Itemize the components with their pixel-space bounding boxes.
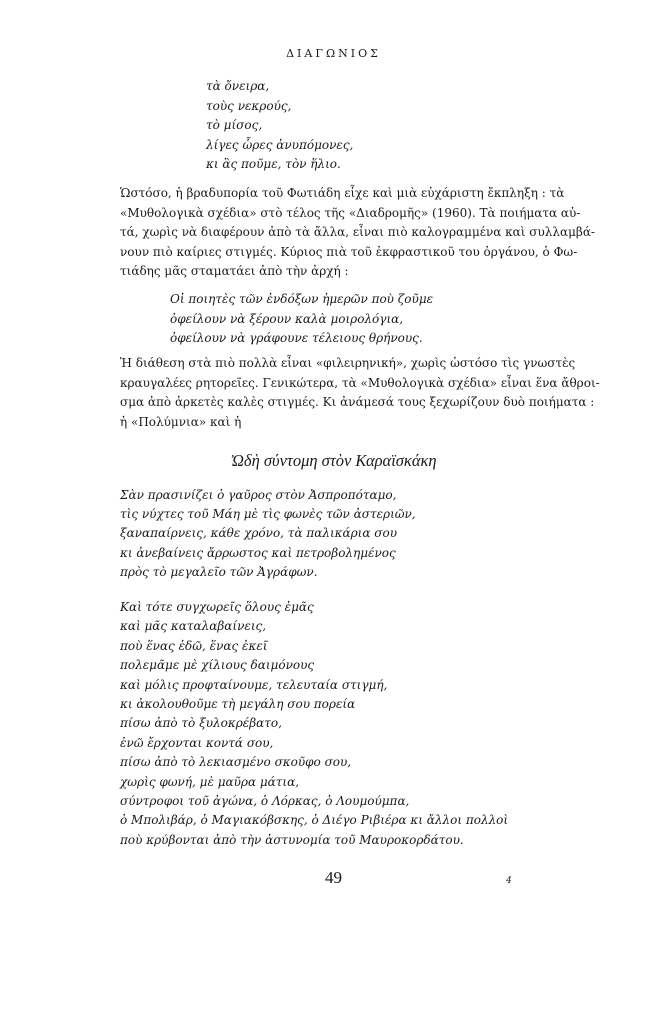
verse-line: ἐνῶ ἔρχονται κοντά σου, [120,735,274,750]
text-line: «Μυθολογικὰ σχέδια» στὸ τέλος τῆς «Διαδρομῆς» (1960). Τὰ ποιήματα αὐ- [120,205,581,220]
verse-line: Σὰν πρασινίζει ὁ γαῦρος στὸν Ἀσπροπόταμο, [120,488,397,502]
text-line: τά, χωρὶς νὰ διαφέρουν ἀπὸ τὰ ἄλλα, εἶναι πιὸ καλογραμμένα καὶ συλλαμβά- [120,225,595,240]
text-line: Ὡστόσο, ἡ βραδυπορία τοῦ Φωτιάδη εἶχε καὶ μιὰ εὐχάριστη ἔκπληξη : τὰ [120,186,565,200]
paragraph-2 [120,354,632,432]
text-line: νουν πιὸ καίριες στιγμές. Κύριος πιὰ τοῦ ἐκφραστικοῦ του ὀργάνου, ὁ Φω- [120,244,578,259]
footer-mark: 4 [506,876,512,886]
verse-line: κι ἀκολουθοῦμε τὴ μεγάλη σου πορεία [120,697,356,712]
verse-line: Καὶ τότε συγχωρεῖς ὅλους ἐμᾶς [120,600,314,614]
verse-line: ποὺ ἕνας ἐδῶ, ἕνας ἐκεῖ [120,638,268,653]
page-number: 49 [325,868,342,887]
verse-line: κι ἃς ποῦμε, τὸν ἥλιο. [206,157,341,172]
running-header: ΔΙΑΓΩΝΙΟΣ [286,47,381,60]
verse-line: καὶ μᾶς καταλαβαίνεις, [120,619,267,634]
verse-line: Οἱ ποιητὲς τῶν ἐνδόξων ἡμερῶν ποὺ ζοῦμε [170,292,434,306]
verse-line: ξαναπαίρνεις, κάθε χρόνο, τὰ παλικάρια σου [120,526,398,541]
verse-line: σύντροφοι τοῦ ἀγώνα, ὁ Λόρκας, ὁ Λουμούμπα, [120,794,410,809]
text-line: ἡ «Πολύμνια» καὶ ἡ [120,414,242,429]
text-line: τιάδης μᾶς σταματάει ἀπὸ τὴν ἀρχή : [120,264,349,279]
verse-line: πίσω ἀπὸ τὸ ξυλοκρέβατο, [120,716,282,731]
verse-line: λίγες ὧρες ἀνυπόμονες, [206,137,354,152]
text-line: κραυγαλέες ρητορεῖες. Γενικώτερα, τὰ «Μυθολογικὰ σχέδια» εἶναι ἕνα ἄθροι- [120,375,600,390]
paragraph-1 [120,184,632,282]
verse-line: ὀφείλουν νὰ ξέρουν καλὰ μοιρολόγια, [170,311,404,326]
verse-line: τὸ μίσος, [206,118,263,133]
poem-excerpt-1 [206,77,353,175]
text-line: σμα ἀπὸ ἀρκετὲς καλὲς στιγμές. Κι ἀνάμεσά τους ξεχωρίζουν δυὸ ποιήματα : [120,395,595,410]
verse-line: πρὸς τὸ μεγαλεῖο τῶν Ἀγράφων. [120,564,318,579]
verse-line: πίσω ἀπὸ τὸ λεκιασμένο σκοῦφο σου, [120,755,352,770]
verse-line: κι ἀνεβαίνεις ἄρρωστος καὶ πετροβολημένος [120,545,396,560]
verse-line: τοὺς νεκρούς, [206,98,292,113]
verse-line: καὶ μόλις προφταίνουμε, τελευταία στιγμή, [120,677,388,692]
verse-line: πολεμᾶμε μὲ χίλιους δαιμόνους [120,658,315,673]
verse-line: χωρὶς φωνή, μὲ μαῦρα μάτια, [120,774,300,789]
poem-title: Ὠδὴ σύντομη στὸν Καραϊσκάκη [230,451,437,470]
stanza-2 [120,598,508,850]
verse-line: ὀφείλουν νὰ γράφουνε τέλειους θρήνους. [170,331,423,346]
verse-line: ὁ Μπολιβάρ, ὁ Μαγιακόβσκης, ὁ Διέγο Ριβιέρα κι ἄλλοι πολλοὶ [120,813,509,828]
stanza-1 [120,486,416,582]
verse-line: τὶς νύχτες τοῦ Μάη μὲ τὶς φωνὲς τῶν ἀστεριῶν, [120,507,416,522]
poem-excerpt-2 [170,290,433,349]
verse-line: ποὺ κρύβονται ἀπὸ τὴν ἀστυνομία τοῦ Μαυροκορδάτου. [120,832,464,847]
verse-line: τὰ ὄνειρα, [206,79,270,93]
text-line: Ἡ διάθεση στὰ πιὸ πολλὰ εἶναι «φιλειρηνική», χωρὶς ὡστόσο τὶς γνωστὲς [120,356,576,370]
